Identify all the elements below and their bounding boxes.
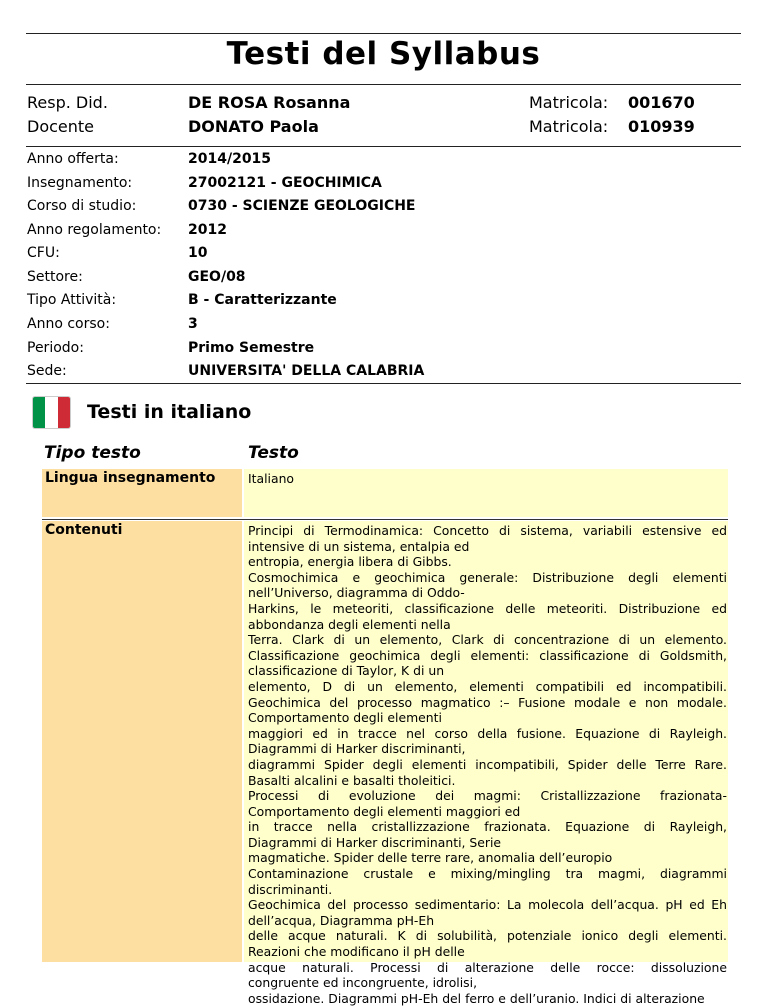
text-line: elemento, D di un elemento, elementi compatibili ed incompatibili.	[248, 678, 727, 694]
meta-value: GEO/08	[188, 269, 246, 285]
text-line: abbondanza degli elementi nella	[248, 616, 451, 632]
text-line: acque naturali. Processi di alterazione delle rocce: dissoluzione	[248, 959, 727, 975]
meta-label: Tipo Attività:	[27, 292, 117, 308]
role-label: Resp. Did.	[27, 93, 108, 112]
meta-value: 2014/2015	[188, 151, 272, 167]
text-line: Terra. Clark di un elemento, Clark di concentrazione di un elemento.	[248, 632, 727, 648]
text-line: classificazione di Taylor, K di un	[248, 663, 445, 679]
text-line: Diagrammi di Harker discriminanti, Serie	[248, 834, 502, 850]
text-line: delle acque naturali. K di solubilità, potenziale ionico degli elementi.	[248, 928, 727, 944]
title-rule	[26, 84, 741, 85]
meta-label: Anno corso:	[27, 316, 110, 332]
text-line: Principi di Termodinamica: Concetto di sistema, variabili estensive ed	[248, 523, 727, 538]
meta-rule	[26, 383, 741, 384]
text-line: Harkins, le meteoriti, classificazione delle meteoriti. Distribuzione ed	[248, 600, 727, 616]
meta-value: 0730 - SCIENZE GEOLOGICHE	[188, 198, 416, 214]
text-line: Comportamento degli elementi maggiori ed	[248, 803, 521, 819]
column-header-text: Testo	[248, 443, 299, 463]
role-label: Docente	[27, 117, 95, 136]
page-title: Testi del Syllabus	[226, 36, 541, 72]
row-divider	[42, 519, 728, 520]
text-line: Comportamento degli elementi	[248, 710, 442, 726]
text-line: Processi di evoluzione dei magmi: Cristallizzazione frazionata-	[248, 788, 727, 804]
meta-value: 10	[188, 245, 208, 261]
text-line: Geochimica del processo sedimentario: La molecola dell’acqua. pH ed Eh	[248, 897, 727, 913]
meta-label: CFU:	[27, 245, 60, 261]
section-title: Testi in italiano	[87, 401, 252, 423]
text-line: nell’Universo, diagramma di Oddo-	[248, 585, 465, 601]
text-line: Diagrammi di Harker discriminanti,	[248, 741, 466, 757]
meta-value: 3	[188, 316, 198, 332]
row-label-cell	[42, 469, 242, 517]
column-header-type: Tipo testo	[44, 443, 141, 463]
meta-value: UNIVERSITA' DELLA CALABRIA	[188, 363, 425, 379]
text-line: diagrammi Spider degli elementi incompatibili, Spider delle Terre Rare.	[248, 756, 727, 772]
matricola-label: Matricola:	[529, 93, 609, 112]
meta-value: B - Caratterizzante	[188, 292, 337, 308]
meta-value: Primo Semestre	[188, 340, 315, 356]
text-line: Classificazione geochimica degli elementi: classificazione di Goldsmith,	[248, 647, 727, 663]
text-line: discriminanti.	[248, 881, 333, 897]
text-line: Contaminazione crustale e mixing/mingling tra magmi, diagrammi	[248, 866, 727, 882]
meta-value: 2012	[188, 222, 227, 238]
meta-label: Anno offerta:	[27, 151, 119, 167]
text-line: maggiori ed in tracce nel corso della fusione. Equazione di Rayleigh.	[248, 725, 727, 741]
meta-label: Periodo:	[27, 340, 84, 356]
meta-value: 27002121 - GEOCHIMICA	[188, 175, 382, 191]
row-value-text	[248, 471, 727, 487]
text-line: Reazioni che modificano il pH delle	[248, 944, 465, 960]
text-line: Cosmochimica e geochimica generale: Distribuzione degli elementi	[248, 569, 727, 585]
meta-label: Settore:	[27, 269, 83, 285]
text-line: entropia, energia libera di Gibbs.	[248, 554, 452, 570]
text-line: Basalti alcalini e basalti tholeitici.	[248, 772, 456, 788]
row-label: Lingua insegnamento	[45, 470, 216, 486]
matricola-value: 010939	[628, 117, 695, 136]
meta-label: Anno regolamento:	[27, 222, 162, 238]
text-line: dell’acqua, Diagramma pH-Eh	[248, 912, 435, 928]
row-label: Contenuti	[45, 522, 123, 538]
role-name: DE ROSA Rosanna	[188, 93, 351, 112]
text-line: magmatiche. Spider delle terre rare, anomalia dell’europio	[248, 850, 613, 866]
role-name: DONATO Paola	[188, 117, 319, 136]
matricola-label: Matricola:	[529, 117, 609, 136]
row-label-cell	[42, 521, 242, 962]
text-line: Geochimica del processo magmatico :– Fusione modale e non modale.	[248, 694, 727, 710]
text-line: ossidazione. Diagrammi pH-Eh del ferro e dell’uranio. Indici di alterazione	[248, 990, 705, 1006]
meta-label: Corso di studio:	[27, 198, 137, 214]
row-value-text	[248, 523, 727, 1006]
top-rule	[26, 33, 741, 34]
text-line: in tracce nella cristallizzazione frazionata. Equazione di Rayleigh,	[248, 819, 727, 835]
meta-label: Sede:	[27, 363, 67, 379]
roles-rule	[26, 146, 741, 147]
meta-label: Insegnamento:	[27, 175, 133, 191]
text-line: Italiano	[248, 471, 295, 486]
text-line: congruente ed incongruente, idrolisi,	[248, 975, 478, 991]
italian-flag-icon	[33, 397, 70, 428]
text-line: intensive di un sistema, entalpia ed	[248, 538, 470, 554]
matricola-value: 001670	[628, 93, 695, 112]
